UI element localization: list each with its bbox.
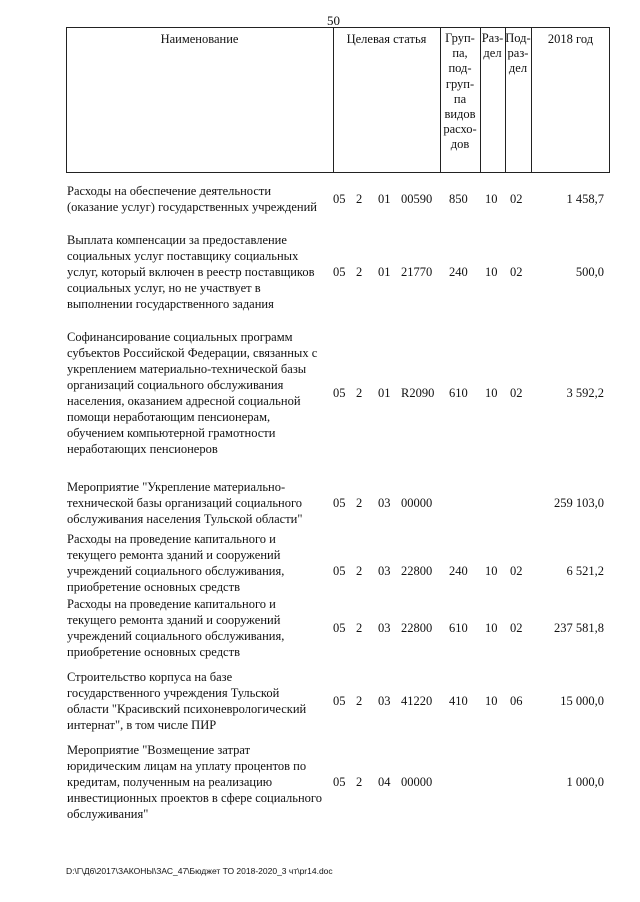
row-name-line: неработающих пенсионеров: [67, 442, 218, 456]
row-name: [67, 232, 332, 312]
subsection: 02: [510, 621, 523, 635]
row-name-line: Софинансирование социальных программ: [67, 330, 293, 344]
header-divider: [531, 27, 532, 173]
expense-group: 240: [449, 265, 468, 279]
direction-code: 22800: [401, 621, 433, 635]
row-name: [67, 531, 332, 595]
subsection: 02: [510, 564, 523, 578]
subprogram-code: 2: [356, 694, 363, 708]
header-word: па,: [452, 46, 468, 61]
row-name-line: обслуживания населения Тульской области": [67, 512, 303, 526]
row-name-line: Мероприятие "Укрепление материально-: [67, 480, 286, 494]
event-code: 03: [378, 694, 391, 708]
header-word: дел: [483, 46, 502, 61]
program-code: 05: [333, 386, 346, 400]
header-word: раз-: [507, 46, 529, 61]
amount-2018: 1 000,0: [566, 775, 604, 789]
header-target: Целевая статья: [346, 32, 427, 46]
header-word: Груп-: [445, 31, 475, 45]
program-code: 05: [333, 265, 346, 279]
row-name-line: Строительство корпуса на базе: [67, 670, 233, 684]
header-section: [480, 31, 505, 61]
subsection: 02: [510, 386, 523, 400]
row-name-line: (оказание услуг) государственных учреждений: [67, 200, 317, 214]
event-code: 01: [378, 265, 391, 279]
expense-group: 610: [449, 621, 468, 635]
subprogram-code: 2: [356, 192, 363, 206]
row-name-line: учреждений социального обслуживания,: [67, 564, 285, 578]
subprogram-code: 2: [356, 621, 363, 635]
event-code: 01: [378, 192, 391, 206]
subsection: 02: [510, 192, 523, 206]
program-code: 05: [333, 694, 346, 708]
row-name: [67, 479, 332, 527]
header-year: 2018 год: [547, 32, 594, 46]
header-word: па: [453, 91, 467, 106]
subprogram-code: 2: [356, 265, 363, 279]
row-name-line: социальных услуг, но не участвует в: [67, 281, 261, 295]
amount-2018: 15 000,0: [560, 694, 604, 708]
section: 10: [485, 621, 498, 635]
direction-code: 21770: [401, 265, 433, 279]
event-code: 01: [378, 386, 391, 400]
row-name-line: субъектов Российской Федерации, связанных с: [67, 346, 318, 360]
header-subsection: [505, 31, 531, 77]
subprogram-code: 2: [356, 386, 363, 400]
event-code: 03: [378, 564, 391, 578]
subprogram-code: 2: [356, 496, 363, 510]
row-name-line: учреждений социального обслуживания,: [67, 629, 285, 643]
header-group: [440, 31, 480, 153]
program-code: 05: [333, 775, 346, 789]
row-name: [67, 183, 332, 215]
row-name-line: Расходы на проведение капитального и: [67, 532, 276, 546]
expense-group: 850: [449, 192, 468, 206]
row-name-line: государственного учреждения Тульской: [67, 686, 280, 700]
row-name-line: Мероприятие "Возмещение затрат: [67, 743, 251, 757]
row-name-line: области "Красивский психоневрологический: [67, 702, 307, 716]
program-code: 05: [333, 496, 346, 510]
header-word: груп-: [445, 76, 475, 91]
direction-code: 41220: [401, 694, 433, 708]
direction-code: 00000: [401, 496, 433, 510]
section: 10: [485, 564, 498, 578]
direction-code: 00000: [401, 775, 433, 789]
direction-code: 22800: [401, 564, 433, 578]
row-name-line: технической базы организаций социального: [67, 496, 303, 510]
header-divider: [333, 27, 334, 173]
amount-2018: 259 103,0: [554, 496, 604, 510]
row-name-line: Выплата компенсации за предоставление: [67, 233, 287, 247]
program-code: 05: [333, 564, 346, 578]
direction-code: R2090: [401, 386, 435, 400]
row-name-line: текущего ремонта зданий и сооружений: [67, 548, 281, 562]
amount-2018: 3 592,2: [566, 386, 604, 400]
row-name-line: обслуживания": [67, 807, 149, 821]
header-word: расхо-: [443, 122, 477, 137]
row-name-line: приобретение основных средств: [67, 580, 240, 594]
event-code: 03: [378, 496, 391, 510]
row-name-line: инвестиционных проектов в сфере социального: [67, 791, 322, 805]
row-name-line: обучением компьютерной грамотности: [67, 426, 276, 440]
header-name: Наименование: [160, 32, 239, 46]
expense-group: 410: [449, 694, 468, 708]
section: 10: [485, 192, 498, 206]
subprogram-code: 2: [356, 564, 363, 578]
section: 10: [485, 265, 498, 279]
header-word: дов: [450, 137, 470, 152]
page-number: 50: [327, 13, 340, 28]
header-word: Под-: [505, 31, 531, 45]
row-name-line: Расходы на обеспечение деятельности: [67, 184, 272, 198]
row-name-line: интернат", в том числе ПИР: [67, 718, 217, 732]
event-code: 03: [378, 621, 391, 635]
expense-group: 240: [449, 564, 468, 578]
row-name-line: приобретение основных средств: [67, 645, 240, 659]
row-name: [67, 596, 332, 660]
row-name: [67, 742, 332, 822]
section: 10: [485, 694, 498, 708]
header-word: Раз-: [481, 31, 504, 45]
row-name-line: укреплением материально-технической базы: [67, 362, 307, 376]
row-name-line: организаций социального обслуживания: [67, 378, 284, 392]
event-code: 04: [378, 775, 391, 789]
subprogram-code: 2: [356, 775, 363, 789]
program-code: 05: [333, 192, 346, 206]
amount-2018: 237 581,8: [554, 621, 604, 635]
row-name: [67, 329, 332, 457]
row-name-line: кредитам, полученным на реализацию: [67, 775, 273, 789]
row-name-line: социальных услуг поставщику социальных: [67, 249, 299, 263]
program-code: 05: [333, 621, 346, 635]
row-name-line: Расходы на проведение капитального и: [67, 597, 276, 611]
file-path-footer: D:\Г\Д6\2017\ЗАКОНЫ\ЗАС_47\Бюджет ТО 2018-2020_3 чт\pr14.doc: [66, 866, 333, 876]
header-word: видов: [444, 107, 476, 122]
row-name: [67, 669, 332, 733]
row-name-line: помощи неработающим пенсионерам,: [67, 410, 271, 424]
row-name-line: текущего ремонта зданий и сооружений: [67, 613, 281, 627]
section: 10: [485, 386, 498, 400]
header-word: под-: [448, 61, 472, 76]
row-name-line: услуг, который включен в реестр поставщиков: [67, 265, 315, 279]
expense-group: 610: [449, 386, 468, 400]
row-name-line: юридическим лицам на уплату процентов по: [67, 759, 307, 773]
subsection: 06: [510, 694, 523, 708]
amount-2018: 1 458,7: [566, 192, 604, 206]
amount-2018: 500,0: [575, 265, 604, 279]
direction-code: 00590: [401, 192, 433, 206]
header-word: дел: [508, 61, 528, 76]
row-name-line: населения, оказанием адресной социальной: [67, 394, 301, 408]
amount-2018: 6 521,2: [566, 564, 604, 578]
row-name-line: выполнении государственного задания: [67, 297, 274, 311]
subsection: 02: [510, 265, 523, 279]
